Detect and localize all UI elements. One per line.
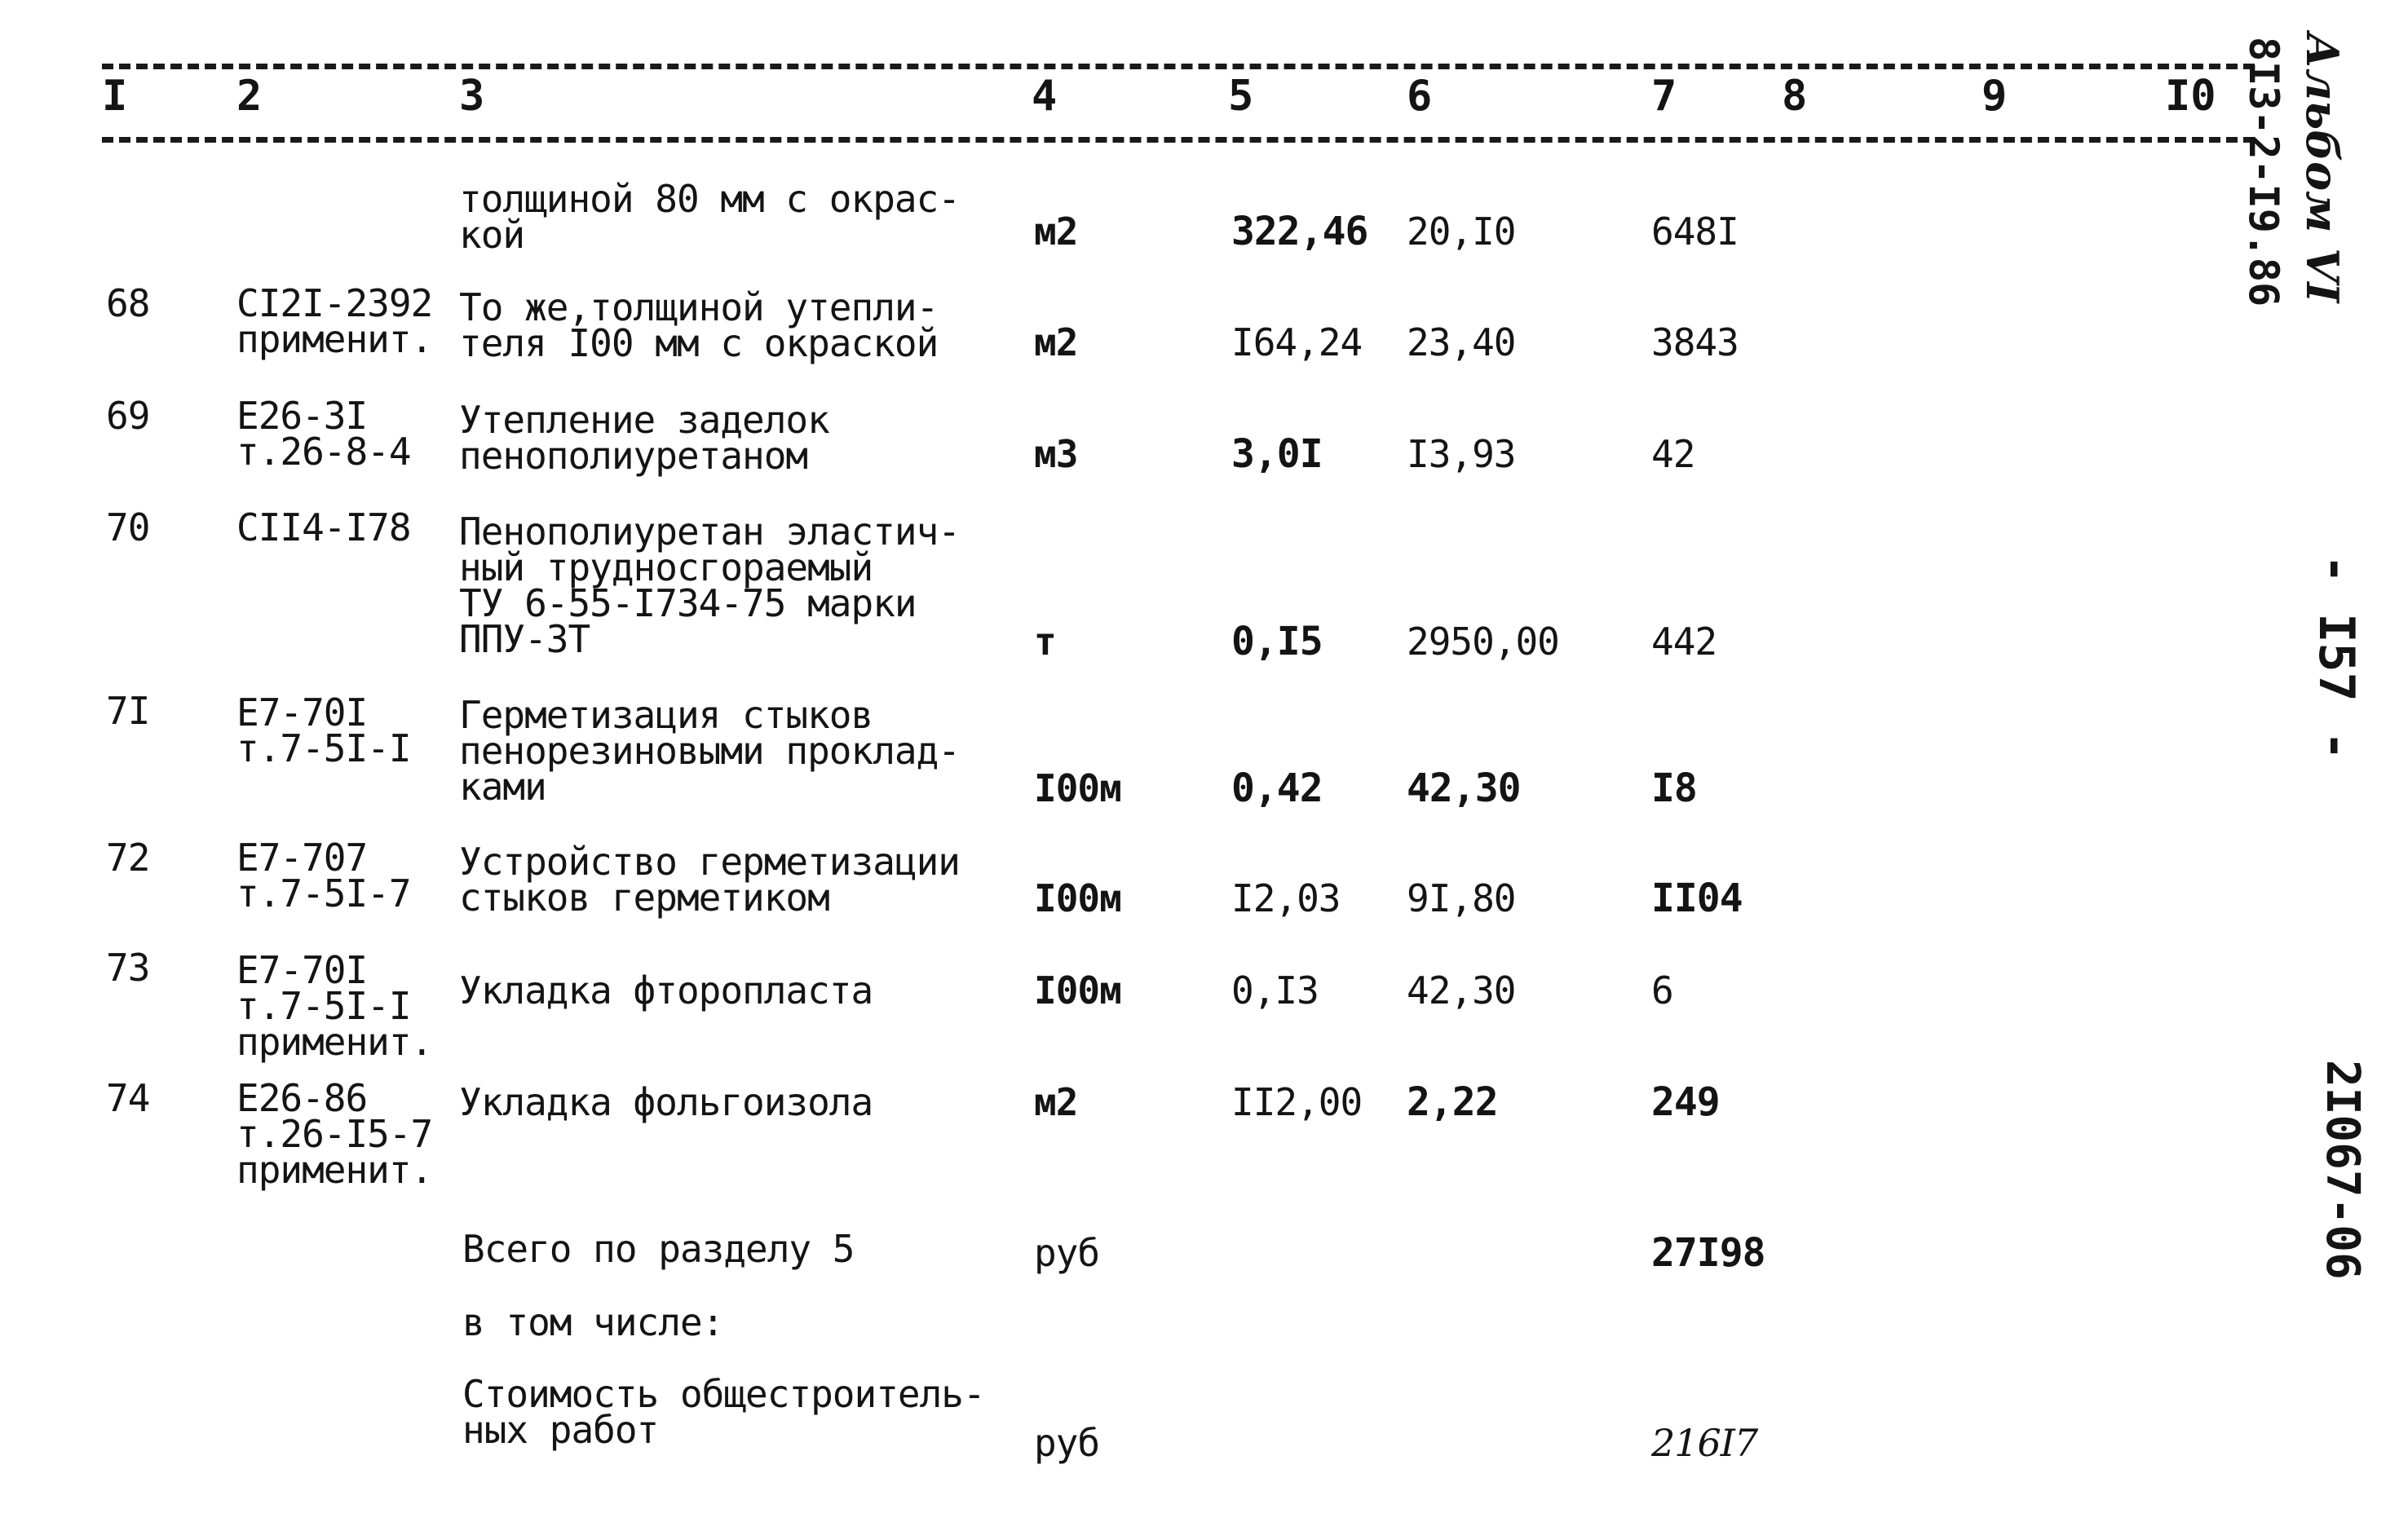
- column-header-3: 3: [459, 72, 485, 121]
- row-69-quantity: 3,0I: [1231, 431, 1323, 477]
- row-71-total: I8: [1651, 765, 1697, 811]
- row-74-quantity: II2,00: [1231, 1080, 1363, 1124]
- album-annotation: Альбом VI: [2296, 33, 2348, 303]
- row-68-number: 68: [106, 281, 150, 325]
- column-header-8: 8: [1782, 72, 1808, 121]
- row-70-total: 442: [1651, 620, 1717, 664]
- row-69-unit: м3: [1034, 432, 1078, 476]
- row-71-code: Е7-70I т.7-5I-I: [236, 690, 411, 770]
- row-74-total: 249: [1651, 1079, 1720, 1125]
- row-73-total: 6: [1651, 968, 1673, 1012]
- row-73-number: 73: [106, 946, 150, 990]
- document-number: 2I067-06: [2316, 1060, 2369, 1280]
- row-73-unit: I00м: [1034, 968, 1121, 1012]
- page-number: - I57 -: [2308, 554, 2365, 761]
- row-68-unit: м2: [1034, 320, 1078, 364]
- summary-section-total-unit: руб: [1034, 1231, 1100, 1275]
- row-72-price: 9I,80: [1407, 876, 1516, 920]
- row-71-number: 7I: [106, 689, 150, 733]
- summary-general-works-value: 216I7: [1651, 1421, 1758, 1465]
- row-68-description: То же,толщиной утепли- теля I00 мм с окраской: [459, 285, 939, 365]
- row-74-price: 2,22: [1407, 1079, 1498, 1125]
- column-header-2: 2: [236, 72, 263, 121]
- row-73-price: 42,30: [1407, 968, 1516, 1012]
- row-0-quantity: 322,46: [1231, 209, 1368, 254]
- row-0-description: толщиной 80 мм с окрас- кой: [459, 177, 960, 257]
- row-70-code: CII4-I78: [236, 505, 411, 549]
- row-70-quantity: 0,I5: [1231, 619, 1323, 664]
- summary-section-total-value: 27I98: [1651, 1230, 1765, 1276]
- series-annotation: 8I3-2-I9.86: [2240, 37, 2287, 307]
- row-71-price: 42,30: [1407, 765, 1521, 811]
- row-72-description: Устройство герметизации стыков герметиком: [459, 840, 960, 920]
- column-header-9: 9: [1982, 72, 2008, 121]
- row-0-price: 20,I0: [1407, 210, 1516, 254]
- row-69-code: Е26-3I т.26-8-4: [236, 394, 411, 474]
- header-rule-top: [102, 64, 2255, 69]
- row-68-code: CI2I-2392 применит.: [236, 281, 433, 361]
- row-71-unit: I00м: [1034, 766, 1121, 810]
- row-70-number: 70: [106, 505, 150, 549]
- row-71-description: Герметизация стыков пенорезиновыми проклад- ками: [459, 693, 960, 809]
- row-74-unit: м2: [1034, 1080, 1078, 1124]
- row-69-number: 69: [106, 394, 150, 438]
- row-72-code: Е7-707 т.7-5I-7: [236, 836, 411, 915]
- row-68-price: 23,40: [1407, 320, 1516, 364]
- column-header-1: I: [102, 72, 128, 121]
- column-header-4: 4: [1032, 72, 1058, 121]
- summary-including-label: в том числе:: [462, 1300, 724, 1344]
- row-73-quantity: 0,I3: [1231, 968, 1319, 1012]
- row-68-quantity: I64,24: [1231, 320, 1363, 364]
- row-0-unit: м2: [1034, 210, 1078, 254]
- row-71-quantity: 0,42: [1231, 765, 1323, 811]
- row-72-quantity: I2,03: [1231, 876, 1341, 920]
- row-73-code: Е7-70I т.7-5I-I применит.: [236, 948, 433, 1064]
- row-74-code: Е26-86 т.26-I5-7 применит.: [236, 1076, 433, 1192]
- summary-section-total-label: Всего по разделу 5: [462, 1227, 855, 1271]
- row-69-price: I3,93: [1407, 432, 1516, 476]
- summary-general-works-unit: руб: [1034, 1421, 1100, 1465]
- column-header-5: 5: [1228, 72, 1254, 121]
- row-70-unit: т: [1034, 620, 1056, 664]
- row-73-description: Укладка фторопласта: [459, 968, 873, 1012]
- row-69-description: Утепление заделок пенополиуретаном: [459, 398, 829, 478]
- row-72-total: II04: [1651, 876, 1743, 921]
- row-74-number: 74: [106, 1076, 150, 1120]
- row-72-number: 72: [106, 836, 150, 880]
- row-0-total: 648I: [1651, 210, 1739, 254]
- row-72-unit: I00м: [1034, 876, 1121, 920]
- header-rule-bottom: [102, 137, 2255, 143]
- row-70-description: Пенополиуретан эластич- ный трудносгораемый ТУ 6-55-I734-75 марки ППУ-3Т: [459, 510, 960, 661]
- row-74-description: Укладка фольгоизола: [459, 1080, 873, 1124]
- column-header-10: I0: [2165, 72, 2216, 121]
- column-header-7: 7: [1651, 72, 1677, 121]
- row-68-total: 3843: [1651, 320, 1739, 364]
- column-header-6: 6: [1407, 72, 1433, 121]
- row-69-total: 42: [1651, 432, 1695, 476]
- summary-general-works-label: Стоимость общестроитель- ных работ: [462, 1372, 985, 1452]
- row-70-price: 2950,00: [1407, 620, 1559, 664]
